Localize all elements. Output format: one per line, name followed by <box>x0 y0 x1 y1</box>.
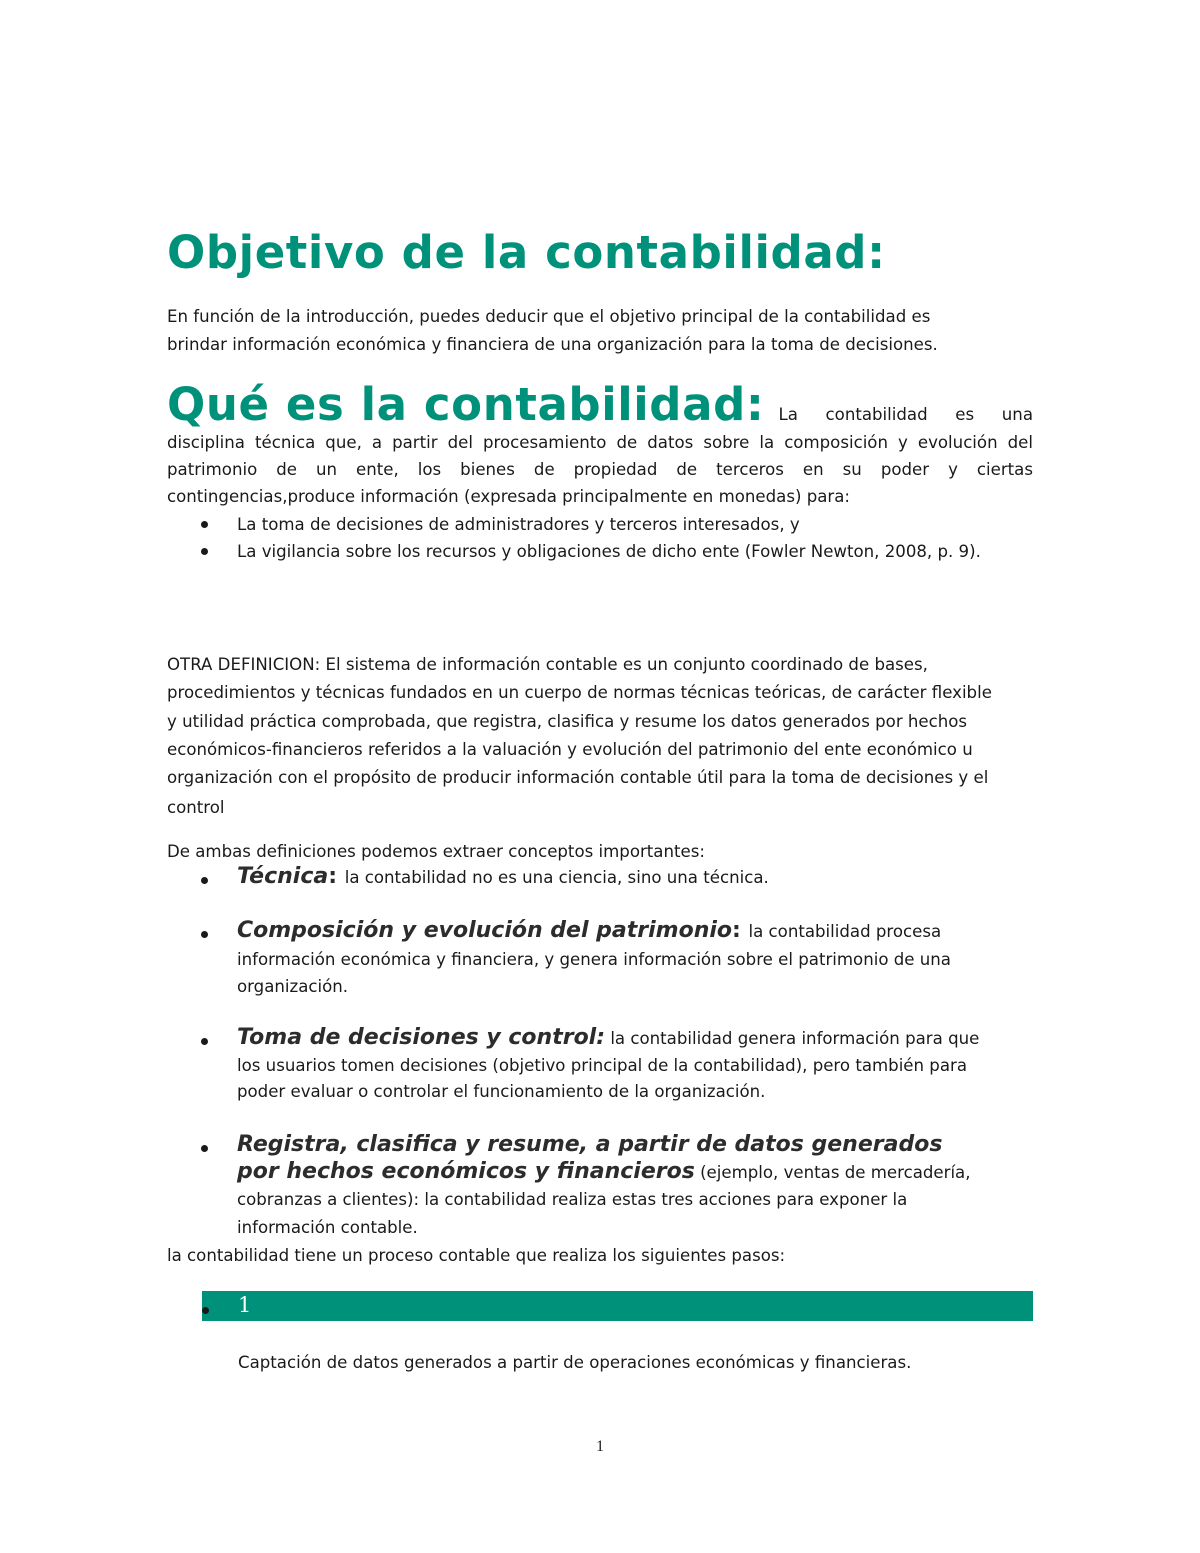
concepto-tecnica-sep: : <box>328 864 345 889</box>
definicion-line-3: patrimonio de un ente, los bienes de propiedad de terceros en su poder y ciertas <box>167 460 1033 479</box>
otra-definicion-line-3: y utilidad práctica comprobada, que registra, clasifica y resume los datos generados por hechos <box>167 712 968 731</box>
otra-definicion-line-6: control <box>167 798 225 817</box>
otra-definicion-text-1: El sistema de información contable es un conjunto coordinado de bases, <box>320 655 928 674</box>
bullet-dot-icon <box>201 1038 208 1045</box>
concepto-registra-term-1: Registra, clasifica y resume, a partir de datos generados <box>237 1132 943 1157</box>
bullet-dot-icon <box>201 877 208 884</box>
page-number: 1 <box>596 1438 604 1455</box>
concepto-tecnica-text: la contabilidad no es una ciencia, sino una técnica. <box>344 868 769 887</box>
concepto-tecnica-line <box>237 864 769 889</box>
concepto-toma-decisiones-line-2: los usuarios tomen decisiones (objetivo principal de la contabilidad), pero también para <box>237 1056 967 1075</box>
intro-line-2: brindar información económica y financiera de una organización para la toma de decisiones. <box>167 335 938 354</box>
otra-definicion-line-2: procedimientos y técnicas fundados en un cuerpo de normas técnicas teóricas, de carácter flexible <box>167 683 992 702</box>
concepto-toma-decisiones-line-3: poder evaluar o controlar el funcionamiento de la organización. <box>237 1082 766 1101</box>
conceptos-intro: De ambas definiciones podemos extraer conceptos importantes: <box>167 842 705 861</box>
bullet-dot-icon <box>201 521 208 528</box>
otra-definicion-line-4: económicos-financieros referidos a la valuación y evolución del patrimonio del ente económico u <box>167 740 973 759</box>
def-bullet-1-text: La toma de decisiones de administradores y terceros interesados, y <box>237 515 800 534</box>
bullet-dot-icon <box>202 1307 209 1314</box>
bullet-dot-icon <box>201 548 208 555</box>
concepto-tecnica-term: Técnica <box>237 864 329 889</box>
def-bullet-2-text: La vigilancia sobre los recursos y obligaciones de dicho ente (Fowler Newton, 2008, p. 9). <box>237 542 981 561</box>
concepto-composicion-line-3: organización. <box>237 977 349 996</box>
definicion-first-line <box>167 378 1033 431</box>
concepto-composicion-term: Composición y evolución del patrimonio <box>237 918 733 943</box>
bullet-dot-icon <box>201 931 208 938</box>
concepto-composicion-line-1 <box>237 918 941 943</box>
heading-que-es: Qué es la contabilidad: <box>167 378 765 431</box>
definicion-inline-text: La contabilidad es una <box>778 405 1033 424</box>
concepto-registra-text-1: (ejemplo, ventas de mercadería, <box>694 1163 971 1182</box>
definicion-line-2: disciplina técnica que, a partir del procesamiento de datos sobre la composición y evolución del <box>167 433 1033 452</box>
heading-objetivo: Objetivo de la contabilidad: <box>167 226 886 279</box>
concepto-composicion-text-1: la contabilidad procesa <box>748 922 942 941</box>
intro-line-1: En función de la introducción, puedes deducir que el objetivo principal de la contabilidad es <box>167 307 931 326</box>
otra-definicion-line-1 <box>167 655 928 674</box>
concepto-registra-line-3: cobranzas a clientes): la contabilidad realiza estas tres acciones para exponer la <box>237 1190 908 1209</box>
definicion-line-4: contingencias,produce información (expresada principalmente en monedas) para: <box>167 487 851 506</box>
step-1-header-bar <box>202 1291 1033 1321</box>
otra-definicion-label: OTRA DEFINICION: <box>167 655 321 674</box>
proceso-intro: la contabilidad tiene un proceso contable que realiza los siguientes pasos: <box>167 1246 786 1265</box>
concepto-composicion-line-2: información económica y financiera, y genera información sobre el patrimonio de una <box>237 950 951 969</box>
concepto-toma-decisiones-text-1: la contabilidad genera información para que <box>610 1029 980 1048</box>
concepto-toma-decisiones-term: Toma de decisiones y control: <box>237 1025 606 1050</box>
otra-definicion-line-5: organización con el propósito de producir información contable útil para la toma de decisiones y el <box>167 768 989 787</box>
concepto-toma-decisiones-line-1 <box>237 1025 979 1050</box>
concepto-registra-line-2 <box>237 1159 971 1184</box>
bullet-dot-icon <box>201 1145 208 1152</box>
concepto-composicion-sep: : <box>732 918 749 943</box>
concepto-registra-line-4: información contable. <box>237 1218 418 1237</box>
concepto-registra-term-2: por hechos económicos y financieros <box>237 1159 695 1184</box>
step-1-text: Captación de datos generados a partir de operaciones económicas y financieras. <box>238 1353 912 1372</box>
step-1-number: 1 <box>238 1293 252 1317</box>
